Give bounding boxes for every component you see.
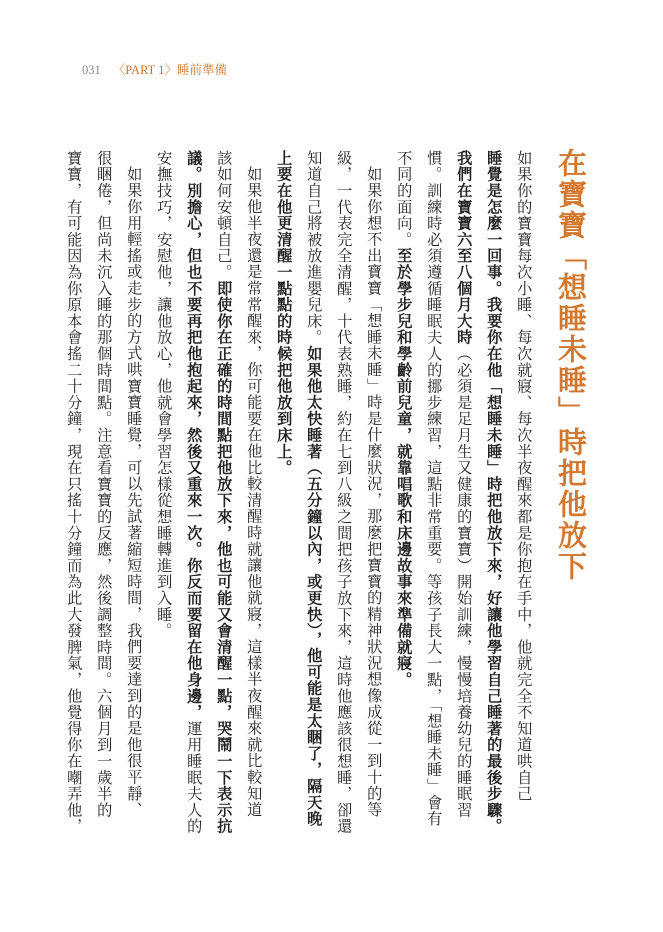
- text-column: [155, 150, 174, 639]
- text-column: [335, 150, 354, 835]
- text-column: [245, 166, 264, 818]
- page-number: 031: [82, 63, 101, 77]
- text-column: [65, 150, 84, 835]
- running-header: [82, 60, 227, 78]
- bold-text-run: 我們在寶寶六至八個月大時: [455, 150, 474, 346]
- text-run: 知道自己將被放進嬰兒床。: [305, 150, 324, 346]
- text-run: （必須是足月生又健康的寶寶）開始訓練，慢慢培養幼兒的睡眠習: [455, 345, 474, 819]
- text-run: 安撫技巧，安慰他，讓他放心，他就會學習怎樣從想睡轉進到入睡。: [155, 150, 174, 639]
- bold-text-run: 即使你在正確的時間點把他放下來，他也可能又會清醒一點，哭鬧一下表示抗: [215, 280, 234, 835]
- text-column: [185, 150, 204, 835]
- text-run: 如果他半夜還是常常醒來，你可能要在他比較清醒時就讓他就寢，這樣半夜醒來就比較知道: [245, 166, 264, 818]
- text-run: 運用睡眠夫人的: [185, 720, 204, 835]
- text-column: [485, 150, 504, 835]
- text-run: 不同的面向。: [395, 150, 414, 248]
- text-run: 寶寶，有可能因為你原本會搖二十分鐘，現在只搖十分鐘而為此大發脾氣，他覺得你在嘲弄他，: [65, 150, 84, 835]
- text-column: [395, 150, 414, 688]
- bold-text-run: 上要在他更清醒一點點的時候把他放到床上。: [275, 150, 294, 476]
- text-run: 慣。訓練時必須遵循睡眠夫人的挪步練習，這點非常重要。等孩子長大一點，「想睡未睡」會有: [425, 150, 444, 827]
- text-run: 如果你想不出寶寶「想睡未睡」時是什麼狀況，那麼把寶寶的精神狀況想像成從一到十的等: [365, 166, 384, 818]
- text-run: 級，一代表完全清醒，十代表熟睡，約在七到八級之間把孩子放下來，這時他應該很想睡，卻還: [335, 150, 354, 835]
- part-label: 〈PART 1〉睡前準備: [112, 63, 227, 77]
- text-run: 如果你的寶寶每次小睡、每次就寢、每次半夜醒來都是你抱在手中，他就完全不知道哄自己: [515, 150, 534, 802]
- text-column: [125, 166, 144, 818]
- text-column: [455, 150, 474, 819]
- text-column: [215, 150, 234, 835]
- text-column: [275, 150, 294, 476]
- text-column: [515, 150, 534, 802]
- bold-text-run: 至於學步兒和學齡前兒童，就靠唱歌和床邊故事來準備就寢。: [395, 247, 414, 688]
- text-column: [305, 150, 324, 828]
- bold-text-run: 睡覺是怎麼一回事。我要你在他「想睡未睡」時把他放下來，好讓他學習自己睡著的最後步驟。: [485, 150, 504, 835]
- bold-text-run: 議。別擔心，但也不要再把他抱起來，然後又重來一次。你反而要留在他身邊，: [185, 150, 204, 721]
- text-column: [425, 150, 444, 827]
- text-column: [365, 166, 384, 818]
- section-title: 在寶寶「想睡未睡」時把他放下: [554, 148, 588, 582]
- bold-text-run: 如果他太快睡著（五分鐘以內，或更快），他可能是太睏了，隔天晚: [305, 345, 324, 828]
- text-run: 很睏倦，但尚未沉入睡的那個時間點。注意看寶寶的反應，然後調整時間。六個月到一歲半的: [95, 150, 114, 819]
- text-column: [95, 150, 114, 819]
- text-run: 如果你用輕搖或走步的方式哄寶寶睡覺，可以先試著縮短時間，我們要達到的是他很平靜、: [125, 166, 144, 818]
- text-run: 該如何安頓自己。: [215, 150, 234, 281]
